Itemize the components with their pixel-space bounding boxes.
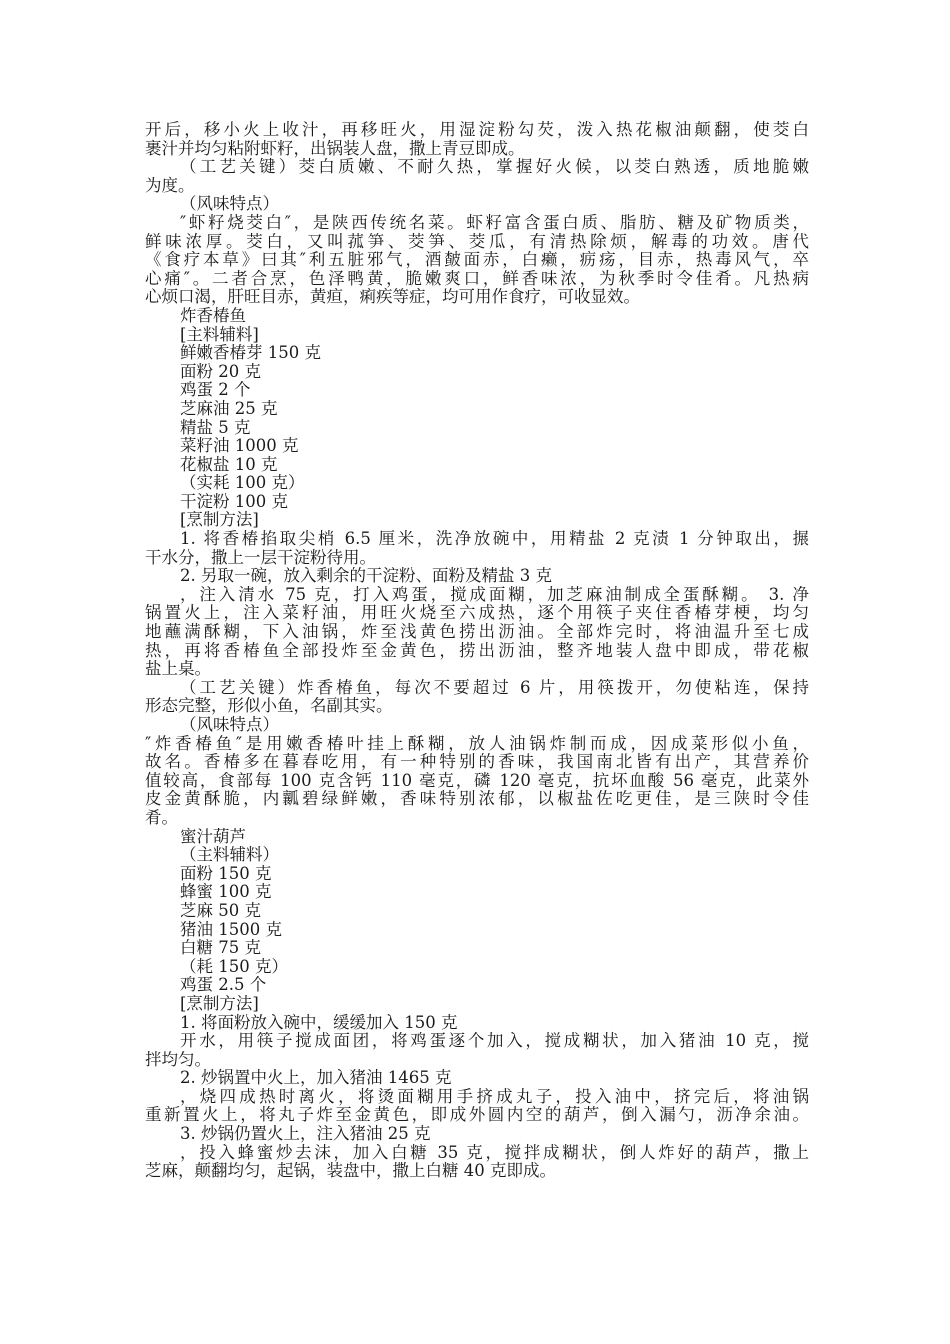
text-line: 干淀粉 100 克: [180, 491, 288, 511]
text-line: 地蘸满酥糊，下入油锅，炸至浅黄色捞出沥油。全部炸完时，将油温升至七成: [145, 622, 809, 642]
text-line: 2. 另取一碗，放入剩余的干淀粉、面粉及精盐 3 克: [180, 566, 552, 586]
text-line: （风味特点）: [180, 715, 279, 734]
text-line: 鲜味浓厚。茭白，又叫菰笋、茭笋、茭瓜，有清热除烦，解毒的功效。唐代: [145, 231, 809, 251]
text-line: （工艺关键）茭白质嫩、不耐久热，掌握好火候，以茭白熟透，质地脆嫩: [180, 157, 809, 177]
text-line: 3. 炒锅仍置火上，注入猪油 25 克: [180, 1124, 431, 1144]
text-line: [烹制方法]: [180, 993, 259, 1013]
text-line: 心烦口渴，肝旺目赤，黄疸，痢疾等症，均可用作食疗，可收显效。: [145, 287, 640, 307]
document-page: [145, 121, 809, 1181]
text-line: 2. 炒锅置中火上，加入猪油 1465 克: [180, 1068, 452, 1088]
text-line: 芝麻 50 克: [180, 900, 261, 920]
text-line: 芝麻，颠翻均匀，起锅，装盘中，撒上白糖 40 克即成。: [145, 1161, 556, 1181]
text-line: ，注入清水 75 克，打入鸡蛋，搅成面糊，加芝麻油制成全蛋酥糊。 3. 净: [180, 584, 809, 604]
text-line: 1. 将面粉放入碗中，缓缓加入 150 克: [180, 1012, 458, 1032]
text-line: 心痛″。二者合烹，色泽鸭黄，脆嫩爽口，鲜香味浓，为秋季时令佳肴。凡热病: [145, 268, 809, 288]
text-line: 面粉 20 克: [180, 361, 261, 381]
text-line: （风味特点）: [180, 194, 279, 214]
text-line: 精盐 5 克: [180, 417, 251, 437]
text-line: 热，再将香椿鱼全部投炸至金黄色，捞出沥油，整齐地装人盘中即成，带花椒: [145, 640, 809, 660]
text-line: ，投入蜂蜜炒去沫，加入白糖 35 克，搅拌成糊状，倒人炸好的葫芦，撒上: [180, 1142, 809, 1162]
text-line: ，烧四成热时离火，将烫面糊用手挤成丸子，投入油中，挤完后，将油锅: [180, 1086, 809, 1106]
text-line: 鸡蛋 2 个: [180, 380, 251, 400]
text-line: 值较高，食部每 100 克含钙 110 毫克，磷 120 毫克，抗坏血酸 56 毫克，此菜外: [145, 770, 809, 790]
text-line: 重新置火上，将丸子炸至金黄色，即成外圆内空的葫芦，倒入漏勺，沥净余油。: [145, 1105, 809, 1125]
text-line: 芝麻油 25 克: [180, 398, 278, 418]
text-line: 锅置火上，注入菜籽油，用旺火烧至六成热，逐个用筷子夹住香椿芽梗，均匀: [145, 603, 809, 623]
text-line: （工艺关键）炸香椿鱼，每次不要超过 6 片，用筷拨开，勿使粘连，保持: [180, 677, 809, 697]
text-line: ″炸香椿鱼″是用嫩香椿叶挂上酥糊，放人油锅炸制而成，因成菜形似小鱼，: [145, 733, 809, 753]
text-line: 炸香椿鱼: [180, 305, 246, 325]
text-line: 面粉 150 克: [180, 863, 272, 883]
text-line: 开水，用筷子搅成面团，将鸡蛋逐个加入，搅成糊状，加入猪油 10 克，搅: [180, 1031, 809, 1051]
text-line: 花椒盐 10 克: [180, 454, 278, 474]
text-line: 裹汁并均匀粘附虾籽，出锅装人盘，撒上青豆即成。: [145, 138, 525, 158]
text-line: 干水分，撒上一层干淀粉待用。: [145, 547, 376, 567]
text-line: ″虾籽烧茭白″，是陕西传统名菜。虾籽富含蛋白质、脂肪、糖及矿物质类，: [180, 212, 809, 232]
text-line: 《食疗本草》曰其″利五脏邪气，酒皶面赤，白癞，疬疡，目赤，热毒风气，卒: [145, 250, 809, 270]
text-line: [烹制方法]: [180, 510, 259, 530]
text-line: 盐上桌。: [145, 659, 211, 679]
text-line: 1. 将香椿掐取尖梢 6.5 厘米，洗净放碗中，用精盐 2 克渍 1 分钟取出，搌: [180, 529, 809, 549]
text-line: （耗 150 克）: [180, 956, 288, 976]
text-line: 为度。: [145, 175, 195, 195]
text-line: 开后，移小火上收汁，再移旺火，用湿淀粉勾芡，泼入热花椒油颠翻，使茭白: [145, 120, 809, 139]
text-line: 蜂蜜 100 克: [180, 882, 272, 902]
text-line: 白糖 75 克: [180, 938, 261, 958]
text-line: 蜜汁葫芦: [180, 826, 246, 846]
text-line: 形态完整，形似小鱼，名副其实。: [145, 696, 393, 716]
text-line: 猪油 1500 克: [180, 919, 282, 939]
text-line: 鸡蛋 2.5 个: [180, 975, 267, 995]
text-line: 鲜嫩香椿芽 150 克: [180, 343, 321, 363]
text-line: 菜籽油 1000 克: [180, 436, 299, 456]
text-line: [主料辅料]: [180, 324, 259, 344]
text-line: 故名。香椿多在暮春吃用，有一种特别的香味，我国南北皆有出产，其营养价: [145, 752, 809, 772]
text-line: 皮金黄酥脆，内瓤碧绿鲜嫩，香味特别浓郁，以椒盐佐吃更佳，是三陕时令佳: [145, 789, 809, 809]
text-line: （实耗 100 克）: [180, 473, 305, 493]
text-line: 拌均匀。: [145, 1049, 211, 1069]
text-line: （主料辅料）: [180, 845, 279, 865]
text-line: 肴。: [145, 807, 178, 827]
